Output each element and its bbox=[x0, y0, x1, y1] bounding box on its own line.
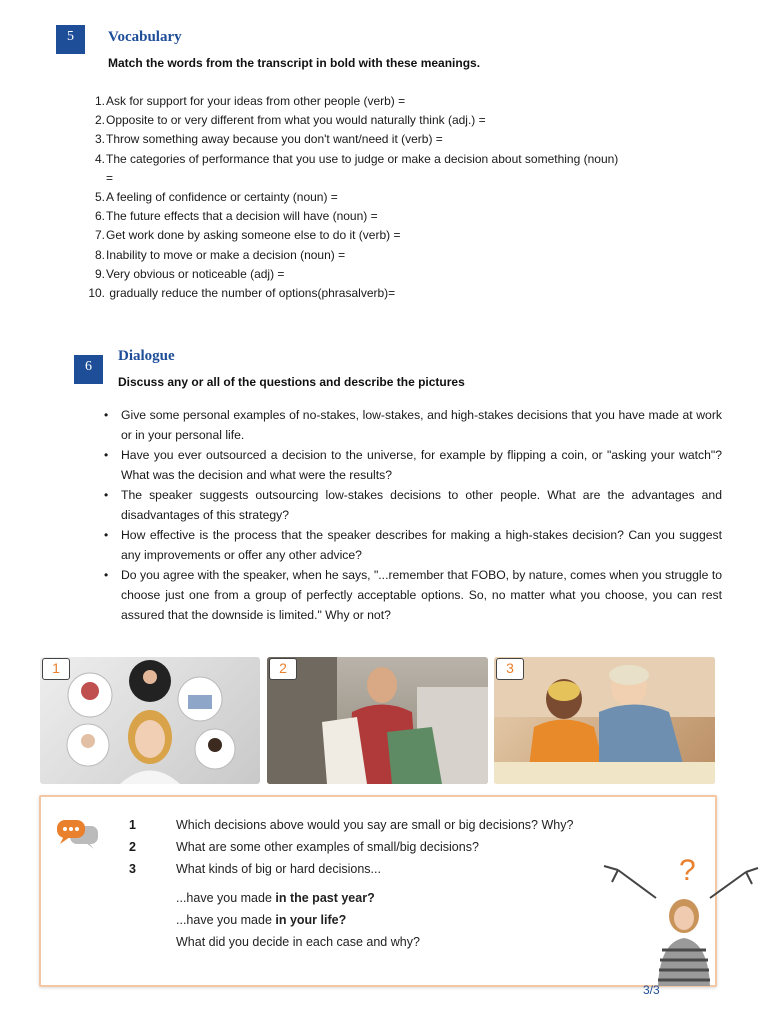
section-6-title: Dialogue bbox=[118, 348, 175, 364]
section-5-title: Vocabulary bbox=[108, 29, 182, 45]
vocabulary-item-text: Throw something away because you don't want/need it (verb) = bbox=[106, 132, 443, 147]
vocabulary-item-number: 4. bbox=[94, 151, 105, 166]
discussion-bullet: • Do you agree with the speaker, when he says, "...remember that FOBO, by nature, comes when you struggle to choose just one from a group of perfectly acceptable options. So, no matter what you choose, you can rest assured that the downside is limited." Why or not? bbox=[104, 565, 722, 625]
photo-1 bbox=[40, 657, 260, 784]
vocabulary-item bbox=[80, 207, 620, 226]
vocabulary-item bbox=[80, 246, 620, 265]
vocabulary-item-text: A feeling of confidence or certainty (noun) = bbox=[106, 190, 338, 205]
vocabulary-item bbox=[80, 265, 620, 284]
vocabulary-item-number: 7. bbox=[94, 228, 105, 243]
follow-up-decide: What did you decide in each case and why? bbox=[176, 935, 420, 949]
photo-3-label: 3 bbox=[496, 658, 524, 680]
vocabulary-list bbox=[80, 92, 620, 303]
follow-up-life-prefix: ...have you made bbox=[176, 913, 276, 927]
vocabulary-item-number: 9. bbox=[94, 266, 105, 281]
photo-2-label: 2 bbox=[269, 658, 297, 680]
page-number: 3/3 bbox=[643, 983, 660, 997]
vocabulary-item bbox=[80, 284, 620, 303]
vocabulary-item bbox=[80, 150, 620, 188]
vocabulary-item-text: Very obvious or noticeable (adj) = bbox=[106, 266, 285, 281]
vocabulary-item bbox=[80, 111, 620, 130]
photo-2 bbox=[267, 657, 488, 784]
question-1-number: 1 bbox=[129, 818, 136, 832]
question-2-number: 2 bbox=[129, 840, 136, 854]
question-3-number: 3 bbox=[129, 862, 136, 876]
vocabulary-item-text: Ask for support for your ideas from other people (verb) = bbox=[106, 94, 406, 108]
vocabulary-item-number: 2. bbox=[94, 113, 105, 128]
vocabulary-item-number: 5. bbox=[94, 190, 105, 205]
chat-bubbles-icon bbox=[56, 818, 100, 850]
vocabulary-item-number: 3. bbox=[94, 132, 105, 147]
question-2-text: What are some other examples of small/big decisions? bbox=[176, 840, 479, 854]
vocabulary-item-number: 10. bbox=[88, 286, 105, 301]
vocabulary-item bbox=[80, 130, 620, 149]
discussion-bullet: • How effective is the process that the speaker describes for making a high-stakes decision? Can you suggest any improvements or offer any other advice? bbox=[104, 525, 722, 565]
section-6-instructions: Discuss any or all of the questions and describe the pictures bbox=[118, 375, 465, 389]
photo-1-illustration bbox=[40, 657, 260, 784]
question-1-text: Which decisions above would you say are small or big decisions? Why? bbox=[176, 818, 574, 832]
vocabulary-item-text: The categories of performance that you use to judge or make a decision about something (noun) = bbox=[106, 151, 619, 185]
vocabulary-item-number: 6. bbox=[94, 209, 105, 224]
vocabulary-item-text: The future effects that a decision will have (noun) = bbox=[106, 209, 378, 224]
follow-up-past-year-prefix: ...have you made bbox=[176, 891, 276, 905]
section-5-number: 5 bbox=[56, 25, 85, 54]
photo-1-label: 1 bbox=[42, 658, 70, 680]
vocabulary-item-text: Inability to move or make a decision (noun) = bbox=[106, 247, 346, 262]
vocabulary-item bbox=[80, 92, 620, 111]
photo-3 bbox=[494, 657, 715, 784]
follow-up-life bbox=[176, 913, 346, 927]
discussion-bullet: • The speaker suggests outsourcing low-stakes decisions to other people. What are the advantages and disadvantages of this strategy? bbox=[104, 485, 722, 525]
photo-3-illustration bbox=[494, 657, 715, 784]
follow-up-past-year-emphasis: in the past year? bbox=[275, 891, 375, 905]
section-6-number: 6 bbox=[74, 355, 103, 384]
vocabulary-item-number: 8. bbox=[94, 247, 105, 262]
section-5-instructions: Match the words from the transcript in bold with these meanings. bbox=[108, 56, 481, 70]
follow-up-past-year bbox=[176, 891, 375, 905]
discussion-bullet: • Have you ever outsourced a decision to the universe, for example by flipping a coin, or "asking your watch"? What was the decision and what were the results? bbox=[104, 445, 722, 485]
vocabulary-item bbox=[80, 188, 620, 207]
vocabulary-item-number: 1. bbox=[94, 94, 105, 108]
vocabulary-item-text: gradually reduce the number of options(phrasalverb)= bbox=[106, 286, 396, 301]
vocabulary-item-text: Opposite to or very different from what you would naturally think (adj.) = bbox=[106, 113, 486, 128]
photo-2-illustration bbox=[267, 657, 488, 784]
vocabulary-item bbox=[80, 226, 620, 245]
follow-up-life-emphasis: in your life? bbox=[275, 913, 347, 927]
question-mark-icon: ? bbox=[679, 854, 696, 887]
question-3-text: What kinds of big or hard decisions... bbox=[176, 862, 381, 876]
discussion-bullet: • Give some personal examples of no-stakes, low-stakes, and high-stakes decisions that you have made at work or in your personal life. bbox=[104, 405, 722, 445]
discussion-bullets bbox=[104, 405, 722, 625]
vocabulary-item-text: Get work done by asking someone else to do it (verb) = bbox=[106, 228, 401, 243]
